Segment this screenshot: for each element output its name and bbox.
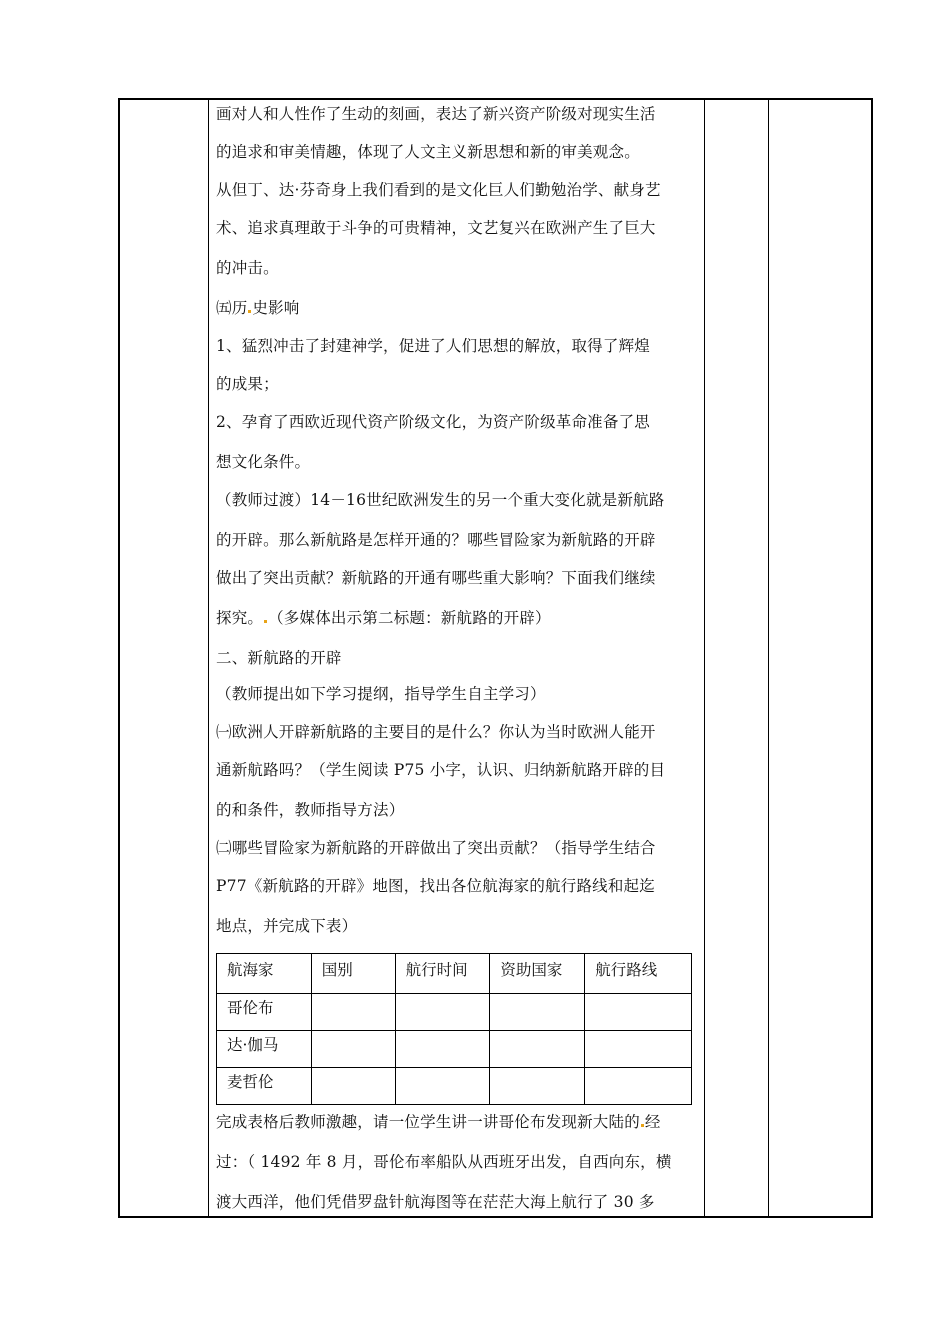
table-header-cell: 资助国家 — [490, 954, 585, 994]
table-row — [217, 994, 692, 1031]
table-header-cell: 航海家 — [217, 954, 312, 994]
table-cell — [311, 994, 395, 1031]
text-line: ㈡哪些冒险家为新航路的开辟做出了突出贡献？（指导学生结合 — [216, 839, 656, 857]
table-header-cell: 国别 — [311, 954, 395, 994]
text-line: 2、孕育了西欧近现代资产阶级文化，为资产阶级革命准备了思 — [216, 413, 650, 431]
table-cell — [585, 994, 692, 1031]
text-line: 1、猛烈冲击了封建神学，促进了人们思想的解放，取得了辉煌 — [216, 337, 650, 355]
text-line: 地点，并完成下表） — [216, 917, 358, 935]
text-line: 探究。 （多媒体出示第二标题：新航路的开辟） — [216, 609, 551, 627]
text-line: 的追求和审美情趣，体现了人文主义新思想和新的审美观念。 — [216, 143, 640, 161]
text-line: 从但丁、达·芬奇身上我们看到的是文化巨人们勤勉治学、献身艺 — [216, 181, 661, 199]
table-row — [217, 1031, 692, 1068]
table-cell — [490, 1068, 585, 1105]
table-header-cell: 航行路线 — [585, 954, 692, 994]
table-cell — [395, 1068, 490, 1105]
table-cell — [311, 1031, 395, 1068]
text-line: 画对人和人性作了生动的刻画，表达了新兴资产阶级对现实生活 — [216, 105, 656, 123]
edit-mark — [264, 620, 267, 623]
table-cell: 哥伦布 — [217, 994, 312, 1031]
table-row — [217, 1068, 692, 1105]
table-cell — [490, 1031, 585, 1068]
text-line: 的成果； — [216, 375, 279, 393]
text-line: 术、追求真理敢于斗争的可贵精神，文艺复兴在欧洲产生了巨大 — [216, 219, 656, 237]
table-cell: 麦哲伦 — [217, 1068, 312, 1105]
table-cell — [585, 1031, 692, 1068]
text-line: ㈠欧洲人开辟新航路的主要目的是什么？你认为当时欧洲人能开 — [216, 723, 656, 741]
text-line: 做出了突出贡献？新航路的开通有哪些重大影响？下面我们继续 — [216, 569, 656, 587]
table-cell — [395, 1031, 490, 1068]
edit-mark — [641, 1124, 644, 1127]
text-line: 通新航路吗？（学生阅读 P75 小字，认识、归纳新航路开辟的目 — [216, 761, 666, 779]
table-cell — [395, 994, 490, 1031]
table-header-cell: 航行时间 — [395, 954, 490, 994]
text-line: 的开辟。那么新航路是怎样开通的？哪些冒险家为新航路的开辟 — [216, 531, 656, 549]
table-header-row — [217, 954, 692, 994]
table-cell — [585, 1068, 692, 1105]
column-divider-3 — [768, 100, 769, 1216]
text-line: 完成表格后教师激趣，请一位学生讲一讲哥伦布发现新大陆的 经 — [216, 1113, 661, 1131]
edit-mark — [248, 310, 251, 313]
text-line: 的冲击。 — [216, 259, 279, 277]
navigators-table — [216, 953, 692, 1105]
heading-historical-impact: ㈤历 史影响 — [216, 299, 300, 317]
text-line: 的和条件，教师指导方法） — [216, 801, 405, 819]
table-cell — [311, 1068, 395, 1105]
text-line: 渡大西洋，他们凭借罗盘针航海图等在茫茫大海上航行了 30 多 — [216, 1193, 655, 1211]
table-cell — [490, 994, 585, 1031]
section-title-new-sea-routes: 二、新航路的开辟 — [216, 649, 342, 667]
text-line: 过：（ 1492 年 8 月，哥伦布率船队从西班牙出发，自西向东，横 — [216, 1153, 672, 1171]
text-line: 想文化条件。 — [216, 453, 311, 471]
text-line: （教师过渡）14－16世纪欧洲发生的另一个重大变化就是新航路 — [216, 491, 665, 509]
text-line: P77《新航路的开辟》地图，找出各位航海家的航行路线和起迄 — [216, 877, 655, 895]
column-divider-1 — [208, 100, 209, 1216]
text-line: （教师提出如下学习提纲，指导学生自主学习） — [216, 685, 546, 703]
table-cell: 达·伽马 — [217, 1031, 312, 1068]
column-divider-2 — [704, 100, 705, 1216]
